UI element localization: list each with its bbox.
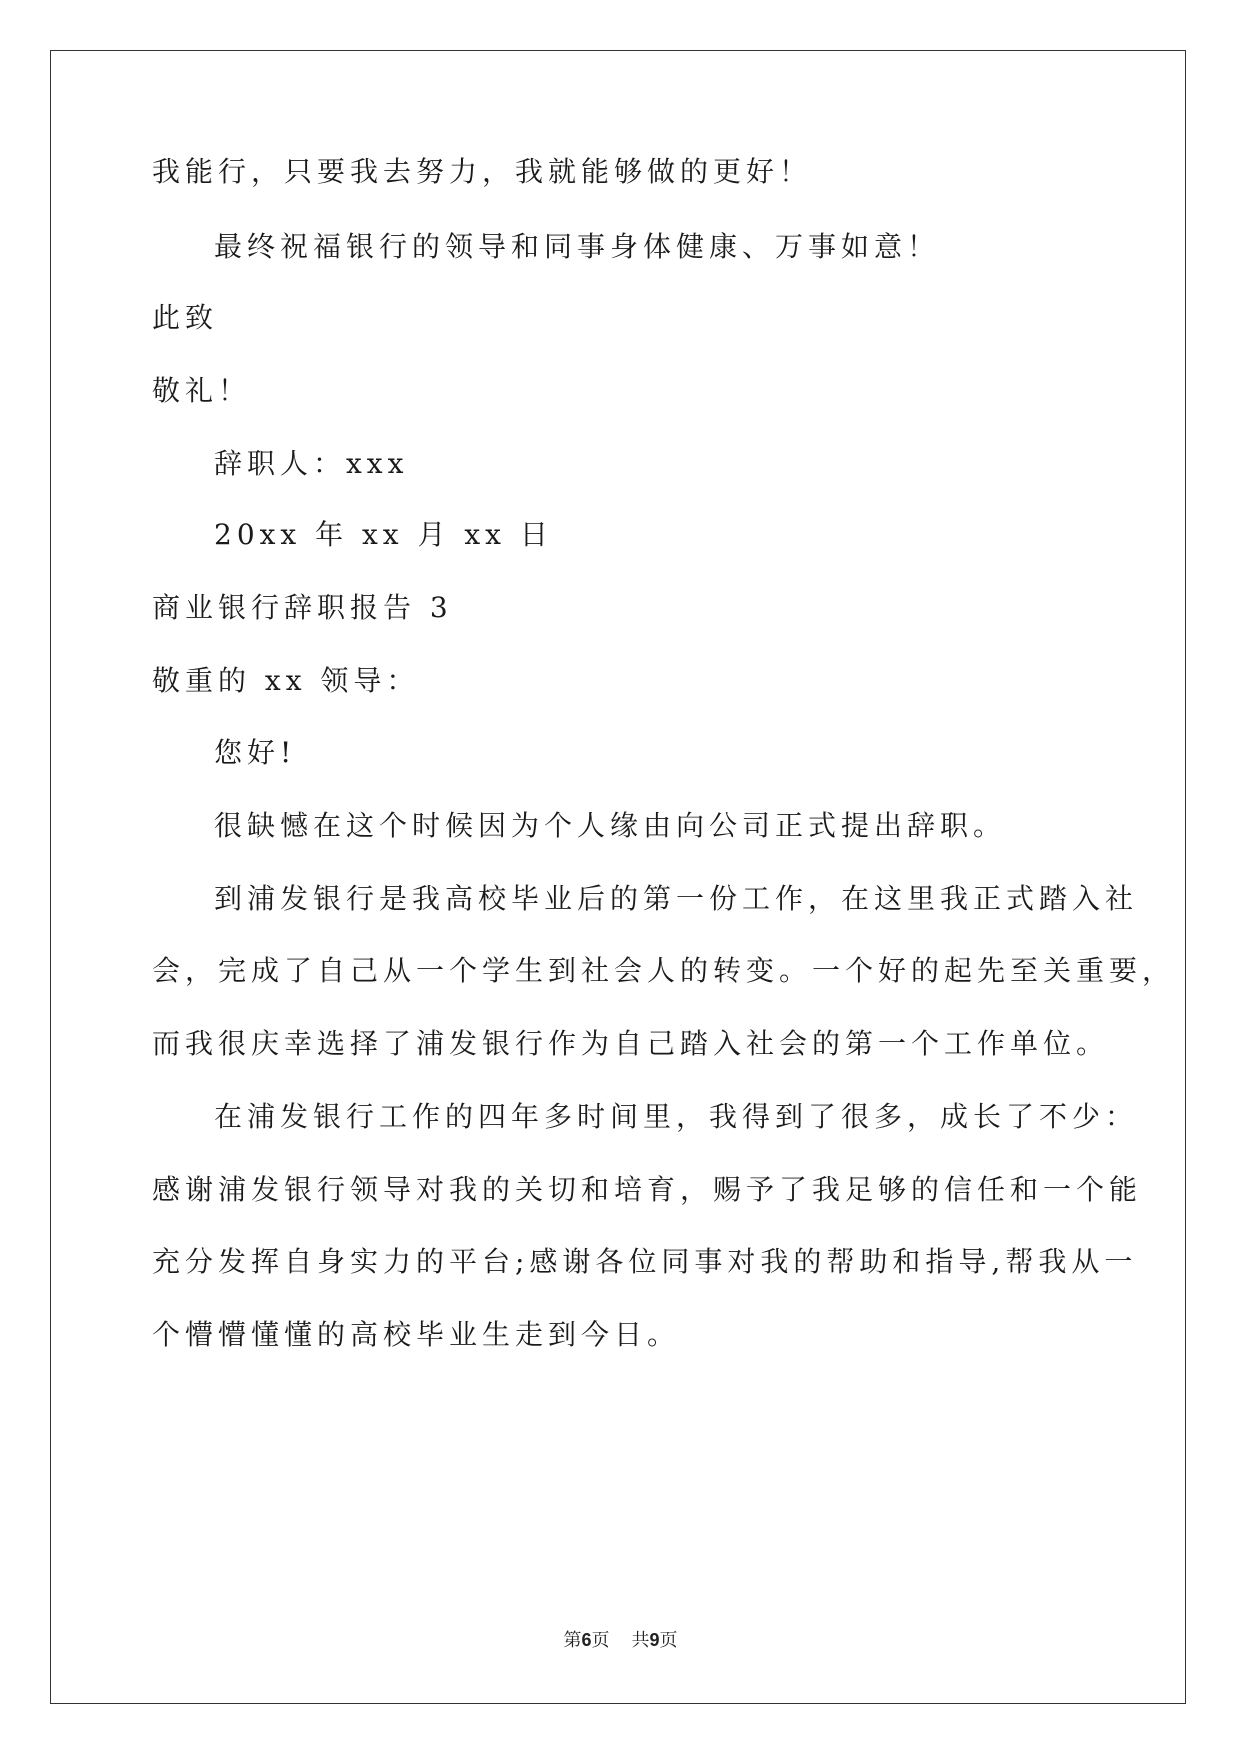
section-title: 商业银行辞职报告 3 — [152, 591, 453, 624]
signature-name: 辞职人：xxx — [214, 447, 409, 480]
closing-regards: 敬礼！ — [152, 374, 252, 407]
letter-addressee: 敬重的 xx 领导： — [152, 664, 420, 697]
page-prefix: 第 — [563, 1630, 582, 1651]
page-border — [50, 50, 1186, 1704]
closing-salutation: 此致 — [152, 301, 219, 334]
paragraph-line: 个懵懵懂懂的高校毕业生走到今日。 — [152, 1318, 681, 1351]
paragraph-line: 感谢浦发银行领导对我的关切和培育，赐予了我足够的信任和一个能 — [152, 1173, 1143, 1206]
total-prefix: 共 — [631, 1630, 650, 1651]
total-suffix: 页 — [659, 1630, 678, 1651]
paragraph-line: 在浦发银行工作的四年多时间里，我得到了很多，成长了不少： — [214, 1100, 1139, 1133]
letter-greeting: 您好! — [214, 736, 297, 769]
page-suffix: 页 — [591, 1630, 610, 1651]
paragraph-wishes: 最终祝福银行的领导和同事身体健康、万事如意！ — [214, 230, 941, 263]
paragraph-line: 充分发挥自身实力的平台;感谢各位同事对我的帮助和指导,帮我从一 — [152, 1245, 1138, 1278]
paragraph-line: 而我很庆幸选择了浦发银行作为自己踏入社会的第一个工作单位。 — [152, 1027, 1110, 1060]
page-total: 9 — [649, 1630, 660, 1650]
page-current: 6 — [581, 1630, 592, 1650]
page-footer — [0, 1626, 1241, 1652]
signature-date: 20xx 年 xx 月 xx 日 — [214, 518, 553, 551]
paragraph-line: 会，完成了自己从一个学生到社会人的转变。一个好的起先至关重要， — [152, 954, 1176, 987]
paragraph-line-1: 我能行，只要我去努力，我就能够做的更好！ — [152, 155, 813, 188]
paragraph-resignation: 很缺憾在这个时候因为个人缘由向公司正式提出辞职。 — [214, 809, 1007, 842]
paragraph-line: 到浦发银行是我高校毕业后的第一份工作，在这里我正式踏入社 — [214, 882, 1139, 915]
